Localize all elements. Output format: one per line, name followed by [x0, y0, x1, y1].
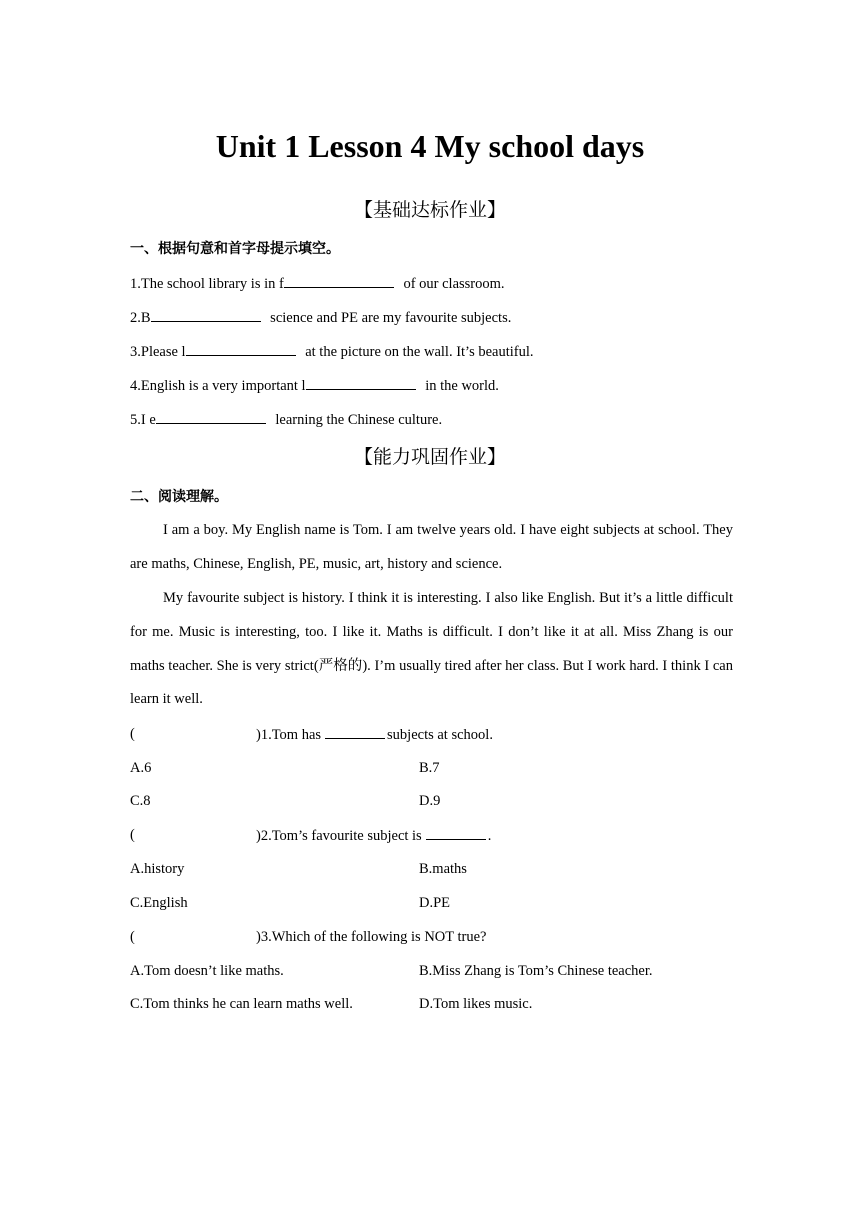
answer-blank — [325, 724, 385, 739]
option-d: D.Tom likes music. — [419, 996, 533, 1012]
fill-blank-item — [130, 375, 499, 396]
item-text: learning the Chinese culture. — [275, 412, 443, 428]
question-stem — [256, 724, 493, 745]
option-a: A.6 — [130, 760, 152, 776]
option-c: C.English — [130, 895, 188, 911]
fill-blank-item — [130, 307, 511, 328]
item-text: of our classroom. — [403, 276, 505, 292]
stem-text: subjects at school. — [387, 727, 493, 743]
option-c: C.8 — [130, 793, 151, 809]
section-heading-advanced: 【能力巩固作业】 — [353, 446, 506, 468]
question-stem — [256, 825, 491, 846]
reading-instruction: 二、阅读理解。 — [130, 489, 228, 505]
answer-paren[interactable]: ( — [130, 929, 135, 945]
stem-text: . — [487, 828, 492, 844]
stem-text: )1.Tom has — [256, 727, 322, 743]
question-stem: )3.Which of the following is NOT true? — [256, 929, 487, 945]
answer-blank[interactable] — [151, 307, 261, 322]
option-b: B.7 — [419, 760, 440, 776]
item-text: at the picture on the wall. It’s beautiful. — [305, 344, 534, 360]
item-text: 5.I e — [130, 412, 156, 428]
section-heading-basic: 【基础达标作业】 — [353, 199, 506, 221]
option-b: B.maths — [419, 861, 467, 877]
item-text: 1.The school library is in f — [130, 276, 284, 292]
fill-blank-instruction: 一、根据句意和首字母提示填空。 — [130, 241, 340, 257]
stem-text: )2.Tom’s favourite subject is — [256, 828, 422, 844]
option-d: D.9 — [419, 793, 441, 809]
answer-blank[interactable] — [186, 341, 296, 356]
item-text: 3.Please l — [130, 344, 186, 360]
page-title: Unit 1 Lesson 4 My school days — [215, 128, 645, 164]
option-d: D.PE — [419, 895, 451, 911]
answer-blank[interactable] — [156, 409, 266, 424]
answer-blank — [426, 825, 486, 840]
option-a: A.history — [130, 861, 185, 877]
reading-paragraph-1: I am a boy. My English name is Tom. I am twelve years old. I have eight subjects at school. They are maths, Chinese, English, PE, music, art, history and science. — [130, 522, 733, 572]
fill-blank-item — [130, 341, 534, 362]
option-c: C.Tom thinks he can learn maths well. — [130, 996, 353, 1012]
item-text: 4.English is a very important l — [130, 378, 306, 394]
item-text: 2.B — [130, 310, 151, 326]
answer-blank[interactable] — [306, 375, 416, 390]
answer-blank[interactable] — [284, 273, 394, 288]
reading-paragraph-2: My favourite subject is history. I think it is interesting. I also like English. But it’s a little difficult for me. Music is interesting, too. I like it. Maths is difficult. I don’t like it at all. Miss Zhang is our maths teacher. She is very strict(严格的). I’m usually tired after her class. But I work hard. I think I can learn it well. — [130, 590, 733, 708]
option-b: B.Miss Zhang is Tom’s Chinese teacher. — [419, 963, 653, 979]
answer-paren[interactable]: ( — [130, 827, 135, 843]
fill-blank-item — [130, 409, 442, 430]
item-text: in the world. — [425, 378, 499, 394]
option-a: A.Tom doesn’t like maths. — [130, 963, 284, 979]
item-text: science and PE are my favourite subjects. — [270, 310, 512, 326]
fill-blank-item — [130, 273, 505, 294]
answer-paren[interactable]: ( — [130, 726, 135, 742]
